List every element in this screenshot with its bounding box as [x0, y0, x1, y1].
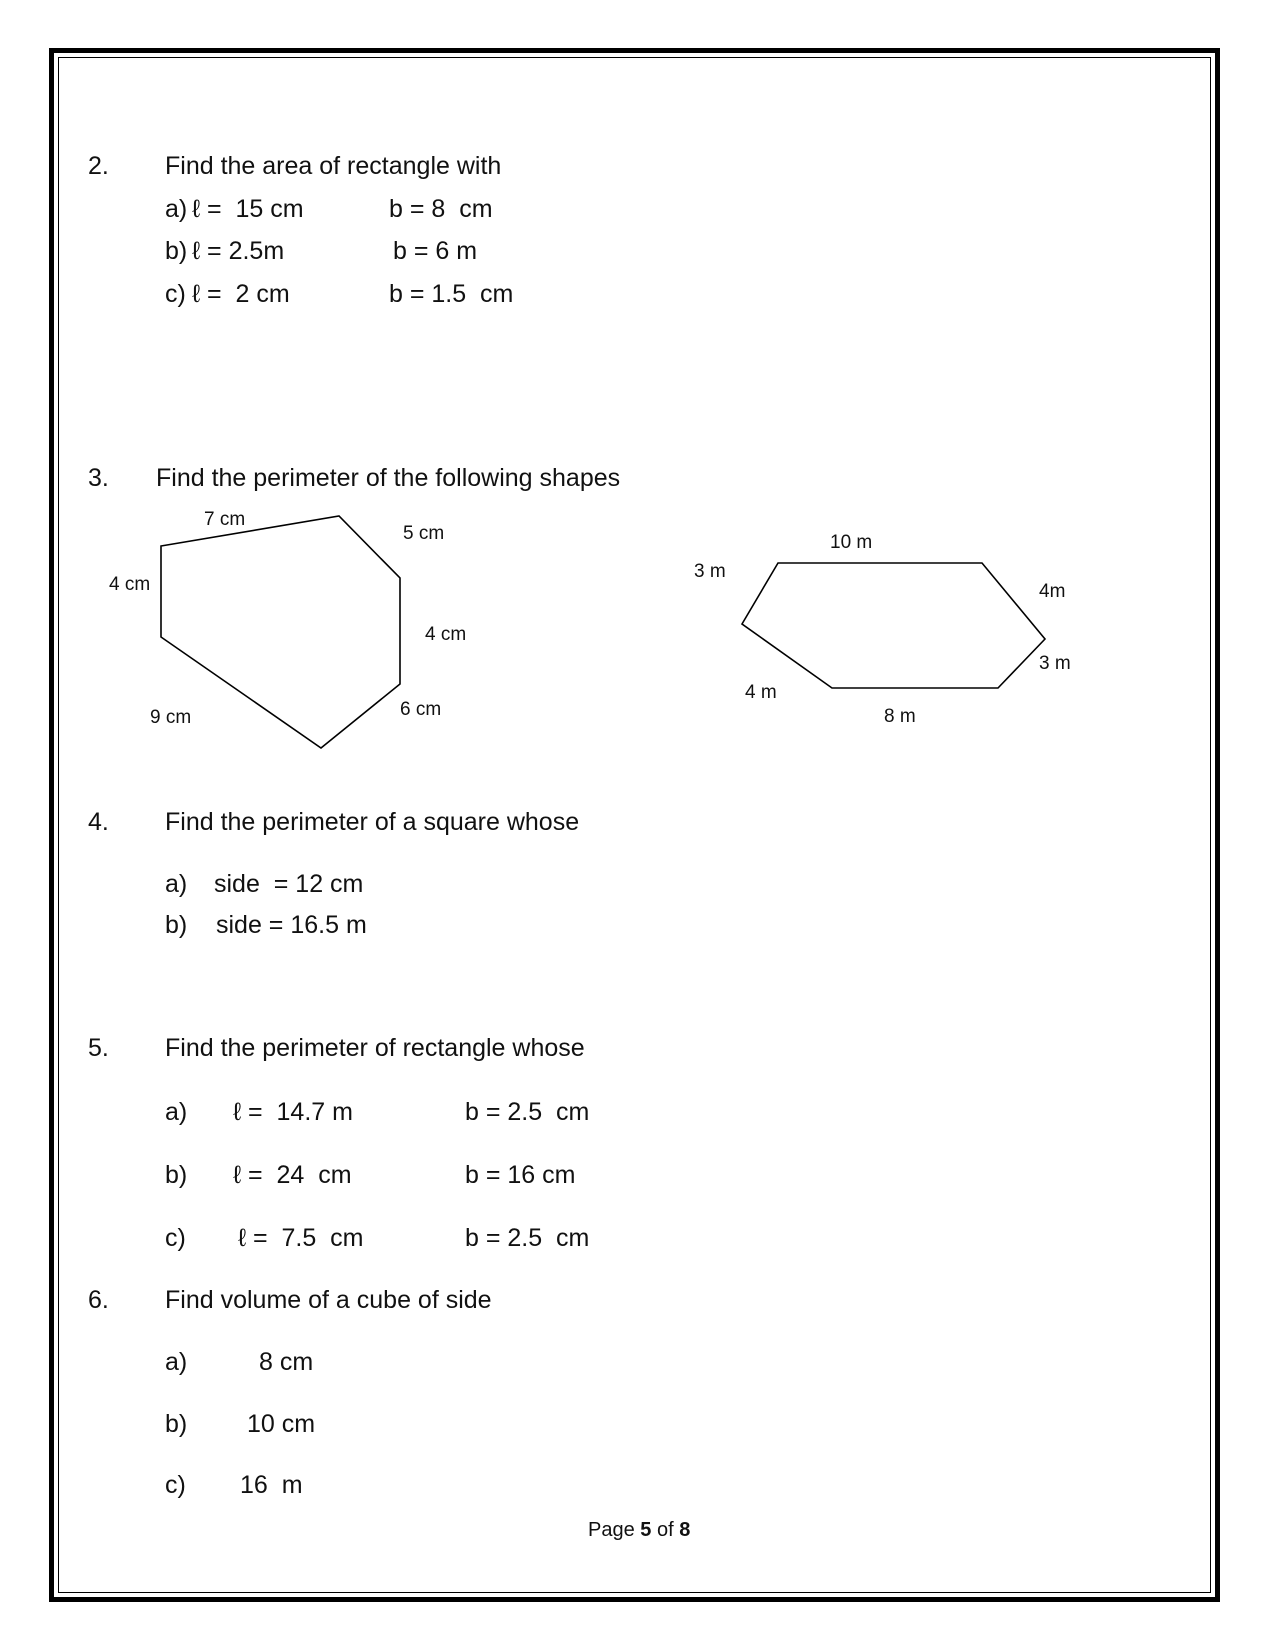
shape-2-label-bottom-left: 4 m — [745, 682, 777, 703]
side-value: 16 m — [240, 1471, 303, 1499]
question-number: 4. — [88, 808, 109, 836]
length-value: ℓ = 15 cm — [192, 195, 304, 223]
item-label: a) — [165, 1348, 188, 1376]
footer-of: of — [651, 1519, 680, 1541]
length-value: ℓ = 7.5 cm — [238, 1224, 364, 1252]
shape-1-label-top-right: 5 cm — [403, 523, 445, 544]
question-number: 2. — [88, 152, 109, 180]
shape-1-label-right: 4 cm — [425, 624, 467, 645]
side-value: 8 cm — [259, 1348, 314, 1376]
shape-1-label-left: 4 cm — [109, 574, 151, 595]
question-prompt: Find the perimeter of a square whose — [165, 808, 580, 836]
breadth-value: b = 6 m — [393, 237, 478, 265]
question-number: 3. — [88, 464, 109, 492]
side-value: side = 16.5 m — [216, 911, 367, 939]
question-number: 5. — [88, 1034, 109, 1062]
item-label: a) — [165, 870, 188, 898]
question-prompt: Find the perimeter of rectangle whose — [165, 1034, 585, 1062]
length-value: ℓ = 2.5m — [192, 237, 285, 265]
shape-2-label-right: 3 m — [1039, 653, 1071, 674]
item-label: c) — [165, 1471, 186, 1499]
total-pages: 8 — [679, 1519, 691, 1541]
shape-2-label-top-right: 4m — [1039, 581, 1066, 602]
shape-2-label-top-left: 3 m — [694, 561, 726, 582]
page-number-footer — [588, 1518, 690, 1542]
question-prompt: Find the area of rectangle with — [165, 152, 502, 180]
breadth-value: b = 16 cm — [465, 1161, 576, 1189]
item-label: c) — [165, 1224, 186, 1252]
item-label: b) — [165, 237, 188, 265]
length-value: ℓ = 24 cm — [233, 1161, 352, 1189]
breadth-value: b = 2.5 cm — [465, 1224, 590, 1252]
shape-2-label-top: 10 m — [830, 532, 873, 553]
breadth-value: b = 1.5 cm — [389, 280, 514, 308]
question-prompt: Find volume of a cube of side — [165, 1286, 492, 1314]
item-label: b) — [165, 911, 188, 939]
footer-prefix: Page — [588, 1519, 641, 1541]
item-label: b) — [165, 1161, 188, 1189]
item-label: a) — [165, 1098, 188, 1126]
breadth-value: b = 2.5 cm — [465, 1098, 590, 1126]
length-value: ℓ = 14.7 m — [233, 1098, 353, 1126]
breadth-value: b = 8 cm — [389, 195, 493, 223]
shape-1-label-bottom-left: 9 cm — [150, 707, 192, 728]
shape-1-label-bottom-right: 6 cm — [400, 699, 442, 720]
question-number: 6. — [88, 1286, 109, 1314]
side-value: side = 12 cm — [214, 870, 364, 898]
current-page: 5 — [640, 1519, 652, 1541]
length-value: ℓ = 2 cm — [192, 280, 290, 308]
question-prompt: Find the perimeter of the following shapes — [156, 464, 621, 492]
shape-2-outline — [742, 563, 1045, 688]
item-label: c) — [165, 280, 186, 308]
shape-2-label-bottom: 8 m — [884, 706, 916, 727]
item-label: b) — [165, 1410, 188, 1438]
side-value: 10 cm — [247, 1410, 316, 1438]
shape-1-label-top: 7 cm — [204, 509, 246, 530]
item-label: a) — [165, 195, 188, 223]
